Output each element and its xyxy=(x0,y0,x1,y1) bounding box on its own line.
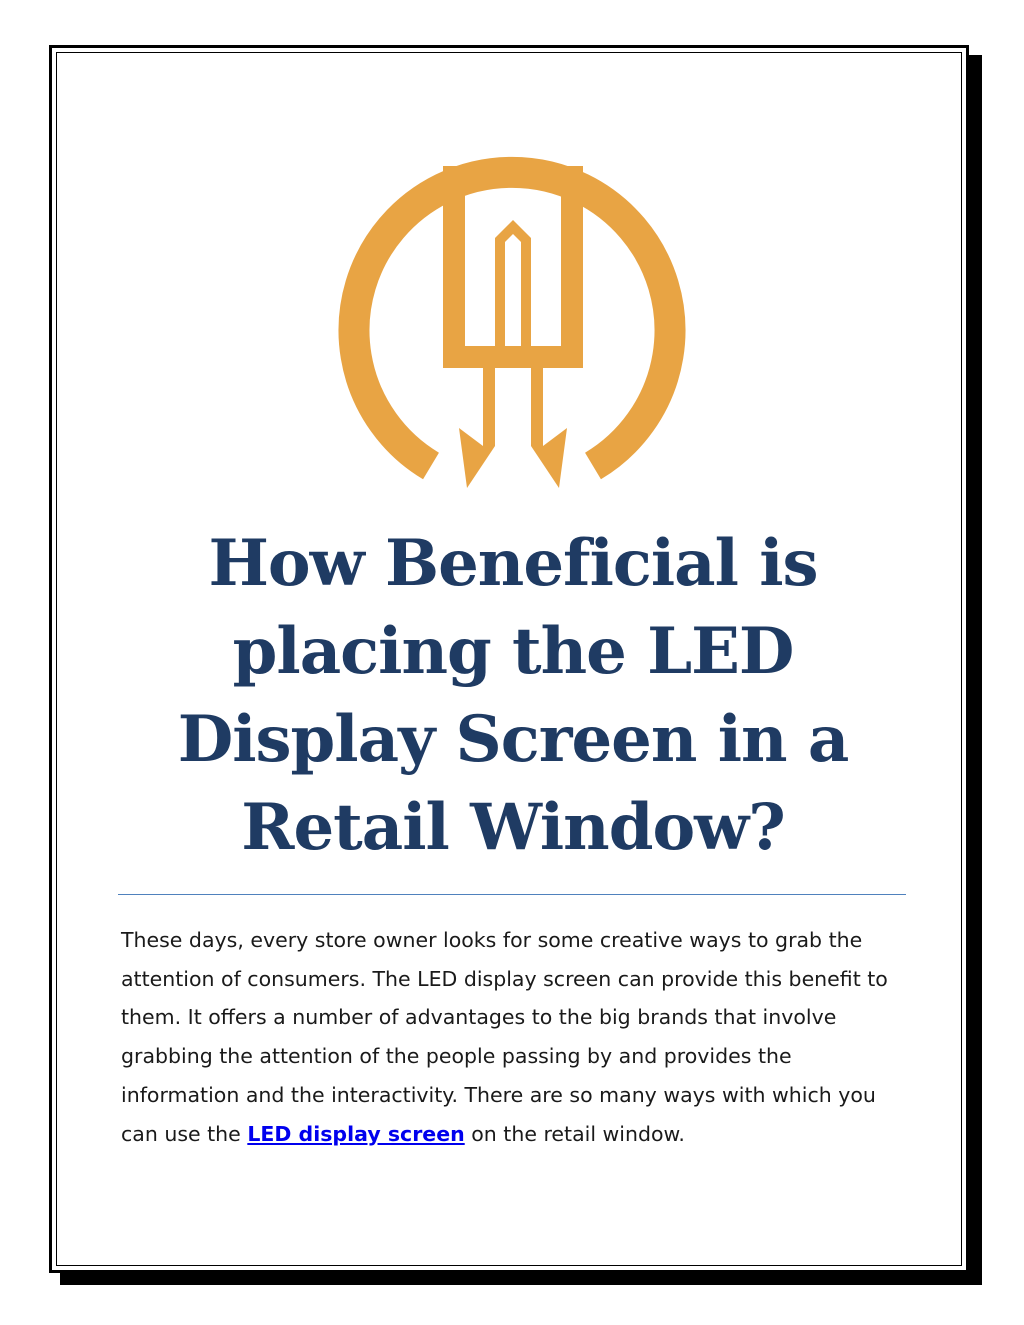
intro-text-before-link: These days, every store owner looks for some creative ways to grab the attention of consumers. The LED display screen can provide this benefit to them. It offers a number of advantages to the big brands that involve grabbing the attention of the people passing by and provides the information and the interactivity. There are so many ways with which you can use the xyxy=(121,928,888,1146)
title-divider xyxy=(118,894,906,895)
title-line-4: Retail Window? xyxy=(241,790,785,865)
intro-text-after-link: on the retail window. xyxy=(464,1121,685,1146)
title-line-2: placing the LED xyxy=(232,614,794,689)
title-line-3: Display Screen in a xyxy=(177,702,849,777)
title-line-1: How Beneficial is xyxy=(208,526,818,601)
led-display-screen-link[interactable]: LED display screen xyxy=(247,1121,465,1146)
page-title xyxy=(120,520,906,872)
ww-circle-logo-icon xyxy=(335,146,689,488)
intro-paragraph xyxy=(121,921,911,1153)
